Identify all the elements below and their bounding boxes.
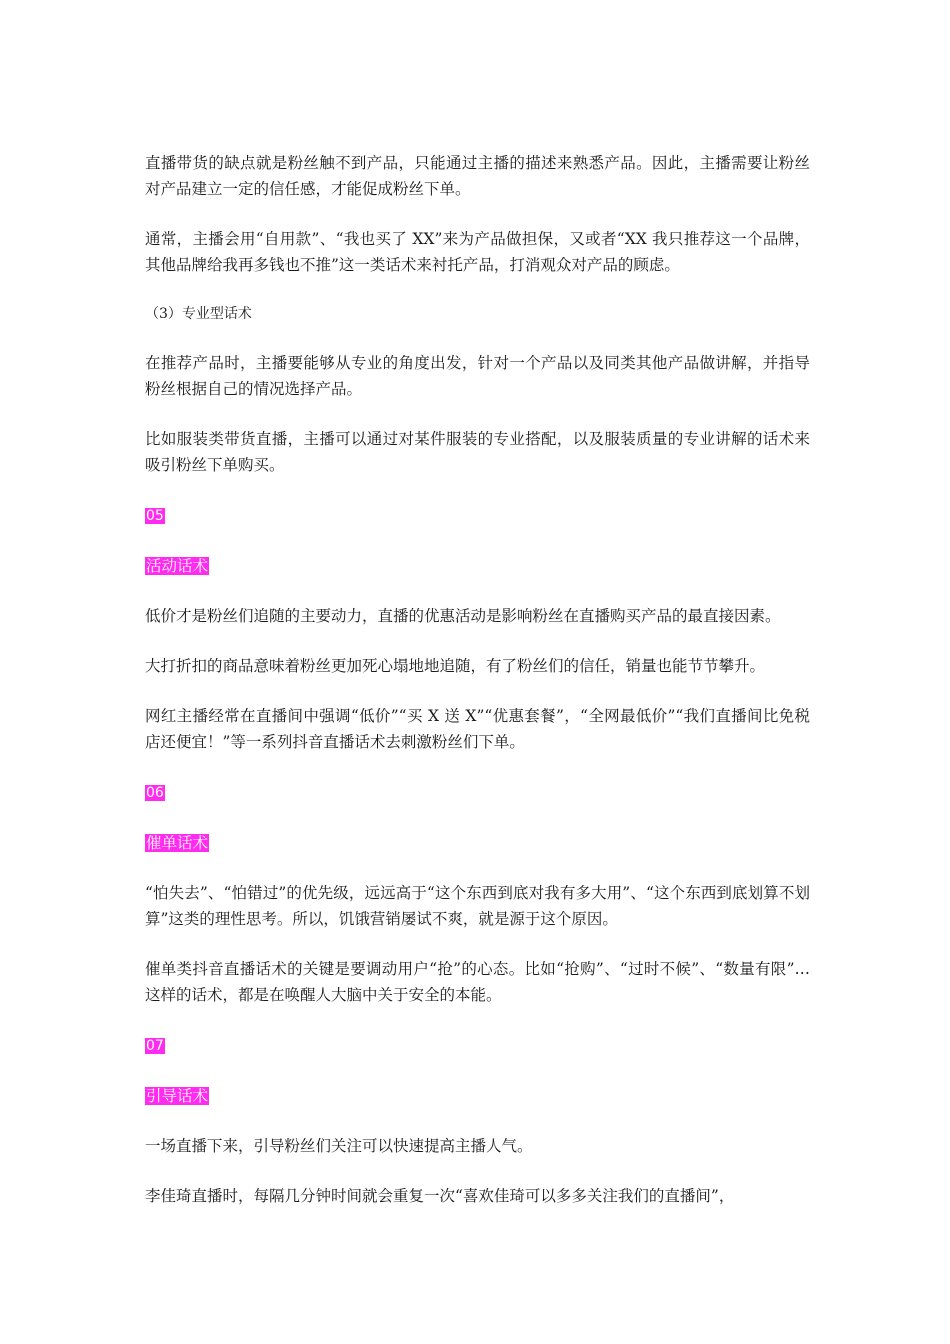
paragraph-fear-of-missing: “怕失去”、“怕错过”的优先级，远远高于“这个东西到底对我有多大用”、“这个东西到底划算不划算”这类的理性思考。所以，饥饿营销屡试不爽，就是源于这个原因。 — [145, 884, 810, 928]
paragraph-influencer-lines: 网红主播经常在直播间中强调“低价”“买 X 送 X”“优惠套餐”，“全网最低价”“我们直播间比免税店还便宜！”等一系列抖音直播话术去刺激粉丝们下单。 — [145, 707, 810, 751]
paragraph-low-price: 低价才是粉丝们追随的主要动力，直播的优惠活动是影响粉丝在直播购买产品的最直接因素。 — [145, 607, 781, 625]
section-number-07: 07 — [146, 1038, 164, 1054]
section-number-05: 05 — [146, 508, 164, 524]
paragraph-trust: 直播带货的缺点就是粉丝触不到产品，只能通过主播的描述来熟悉产品。因此，主播需要让粉丝对产品建立一定的信任感，才能促成粉丝下单。 — [145, 154, 810, 198]
paragraph-discount: 大打折扣的商品意味着粉丝更加死心塌地地追随，有了粉丝们的信任，销量也能节节攀升。 — [145, 657, 766, 675]
section-title-urging-script: 催单话术 — [146, 834, 209, 852]
section-title-activity-script: 活动话术 — [146, 557, 209, 575]
section-number-06: 06 — [146, 785, 164, 801]
section-title-guidance-script: 引导话术 — [146, 1087, 209, 1105]
subheading-professional-script: （3）专业型话术 — [145, 306, 252, 322]
paragraph-clothing-example: 比如服装类带货直播，主播可以通过对某件服装的专业搭配，以及服装质量的专业讲解的话术来吸引粉丝下单购买。 — [145, 430, 810, 474]
paragraph-li-jiaqi-example: 李佳琦直播时，每隔几分钟时间就会重复一次“喜欢佳琦可以多多关注我们的直播间”， — [145, 1187, 735, 1205]
paragraph-grab-mindset: 催单类抖音直播话术的关键是要调动用户“抢”的心态。比如“抢购”、“过时不候”、“数量有限”…这样的话术，都是在唤醒人大脑中关于安全的本能。 — [145, 960, 810, 1004]
paragraph-follow-guidance: 一场直播下来，引导粉丝们关注可以快速提高主播人气。 — [145, 1137, 533, 1155]
paragraph-professional: 在推荐产品时，主播要能够从专业的角度出发，针对一个产品以及同类其他产品做讲解，并指导粉丝根据自己的情况选择产品。 — [145, 354, 810, 398]
paragraph-endorsement: 通常，主播会用“自用款”、“我也买了 XX”来为产品做担保，又或者“XX 我只推荐这一个品牌，其他品牌给我再多钱也不推”这一类话术来衬托产品，打消观众对产品的顾虑。 — [145, 230, 810, 274]
document-page — [145, 150, 810, 1233]
